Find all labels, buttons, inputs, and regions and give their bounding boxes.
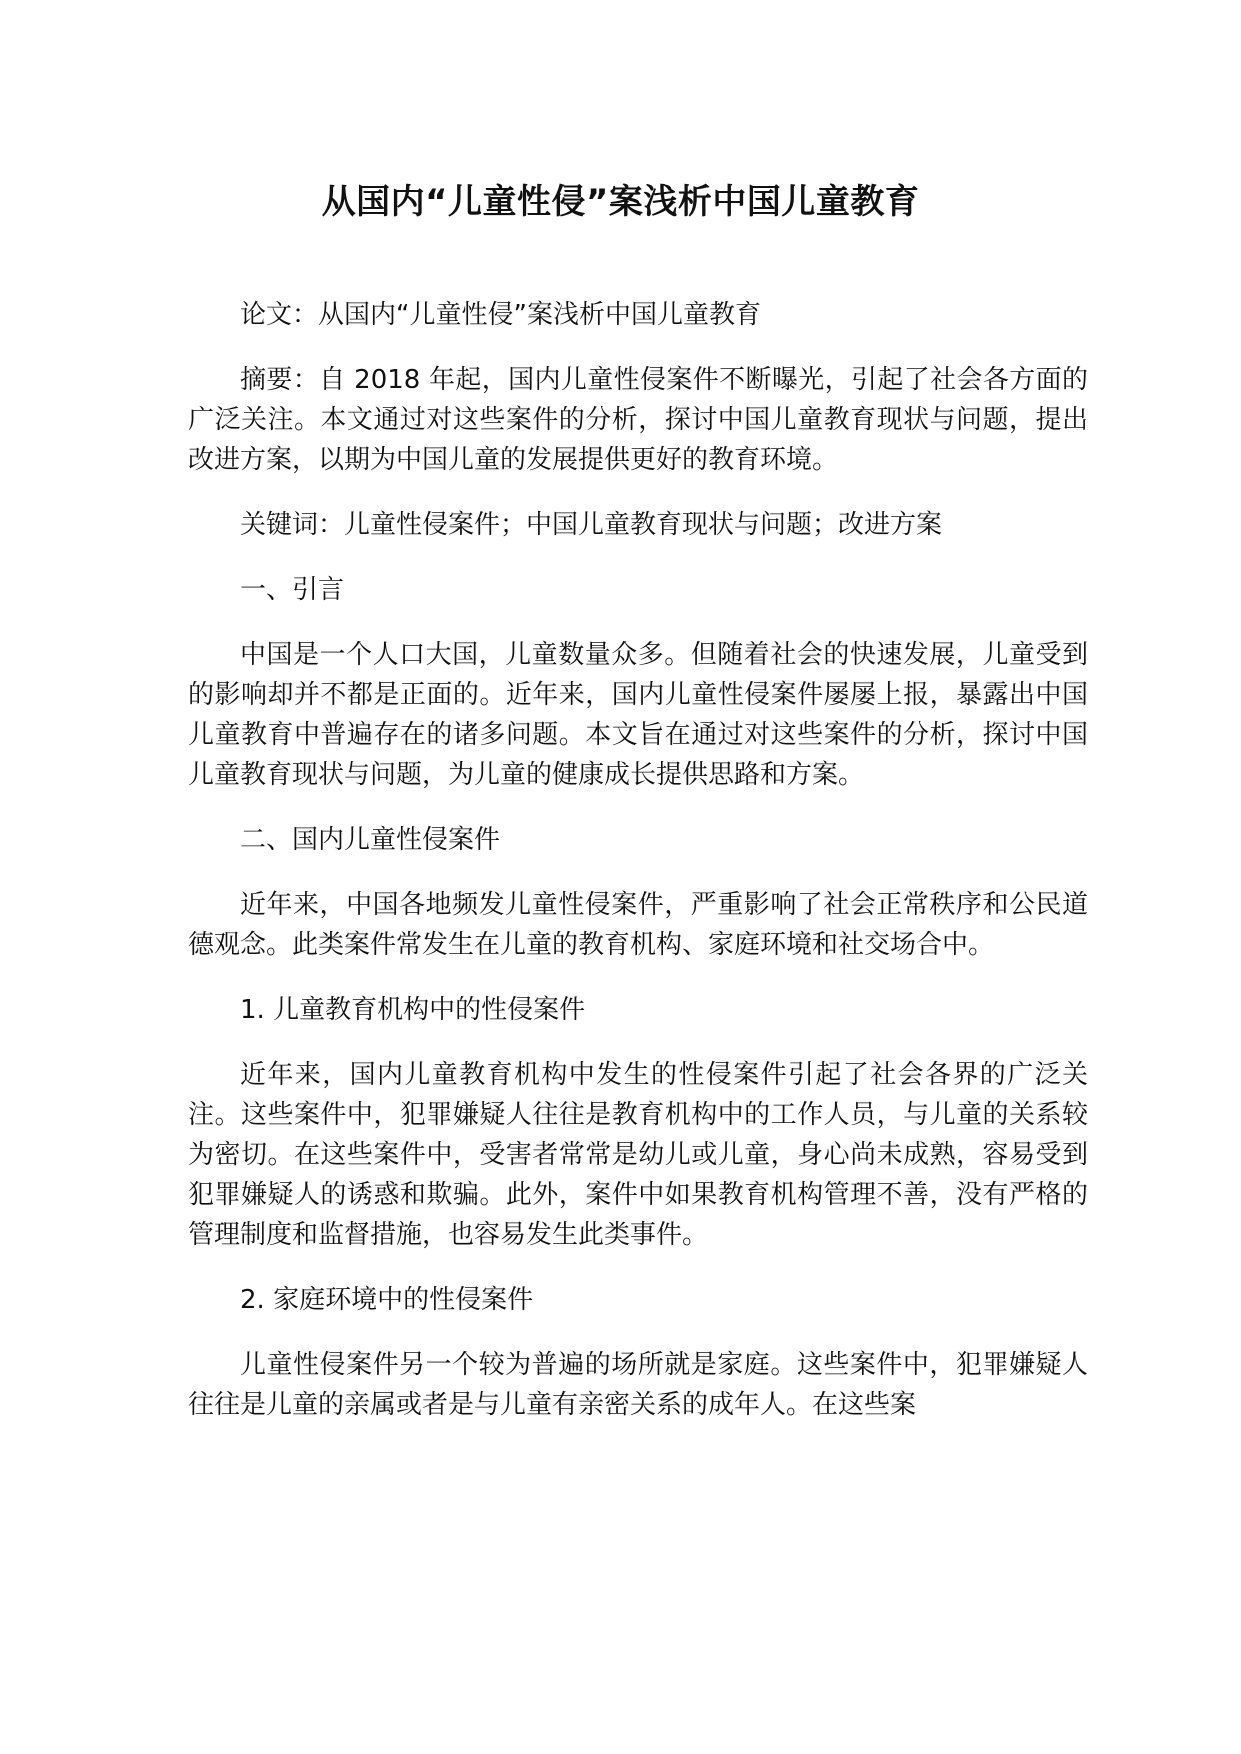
- subsection-heading-institutions: 1. 儿童教育机构中的性侵案件: [240, 995, 586, 1025]
- cases-overview-paragraph: 近年来，中国各地频发儿童性侵案件，严重影响了社会正常秩序和公民道德观念。此类案件常发生在儿童的教育机构、家庭环境和社交场合中。: [188, 890, 1088, 960]
- introduction-paragraph: 中国是一个人口大国，儿童数量众多。但随着社会的快速发展，儿童受到的影响却并不都是正面的。近年来，国内儿童性侵案件屡屡上报，暴露出中国儿童教育中普遍存在的诸多问题。本文旨在通过对这些案件的分析，探讨中国儿童教育现状与问题，为儿童的健康成长提供思路和方案。: [188, 640, 1088, 790]
- document-body: [188, 295, 1088, 1425]
- section-heading-cases: 二、国内儿童性侵案件: [240, 825, 501, 855]
- abstract-paragraph: 摘要：自 2018 年起，国内儿童性侵案件不断曝光，引起了社会各方面的广泛关注。本文通过对这些案件的分析，探讨中国儿童教育现状与问题，提出改进方案，以期为中国儿童的发展提供更好的教育环境。: [188, 365, 1088, 475]
- family-paragraph: 儿童性侵案件另一个较为普遍的场所就是家庭。这些案件中，犯罪嫌疑人往往是儿童的亲属或者是与儿童有亲密关系的成年人。在这些案: [188, 1350, 1088, 1420]
- section-heading-introduction: 一、引言: [240, 575, 345, 605]
- paper-label-paragraph: 论文：从国内“儿童性侵”案浅析中国儿童教育: [240, 300, 761, 330]
- subsection-heading-family: 2. 家庭环境中的性侵案件: [240, 1285, 534, 1315]
- keywords-paragraph: 关键词：儿童性侵案件；中国儿童教育现状与问题；改进方案: [240, 510, 943, 540]
- institutions-paragraph: 近年来，国内儿童教育机构中发生的性侵案件引起了社会各界的广泛关注。这些案件中，犯罪嫌疑人往往是教育机构中的工作人员，与儿童的关系较为密切。在这些案件中，受害者常常是幼儿或儿童，身心尚未成熟，容易受到犯罪嫌疑人的诱惑和欺骗。此外，案件中如果教育机构管理不善，没有严格的管理制度和监督措施，也容易发生此类事件。: [188, 1060, 1088, 1250]
- document-title: 从国内“儿童性侵”案浅析中国儿童教育: [321, 182, 920, 222]
